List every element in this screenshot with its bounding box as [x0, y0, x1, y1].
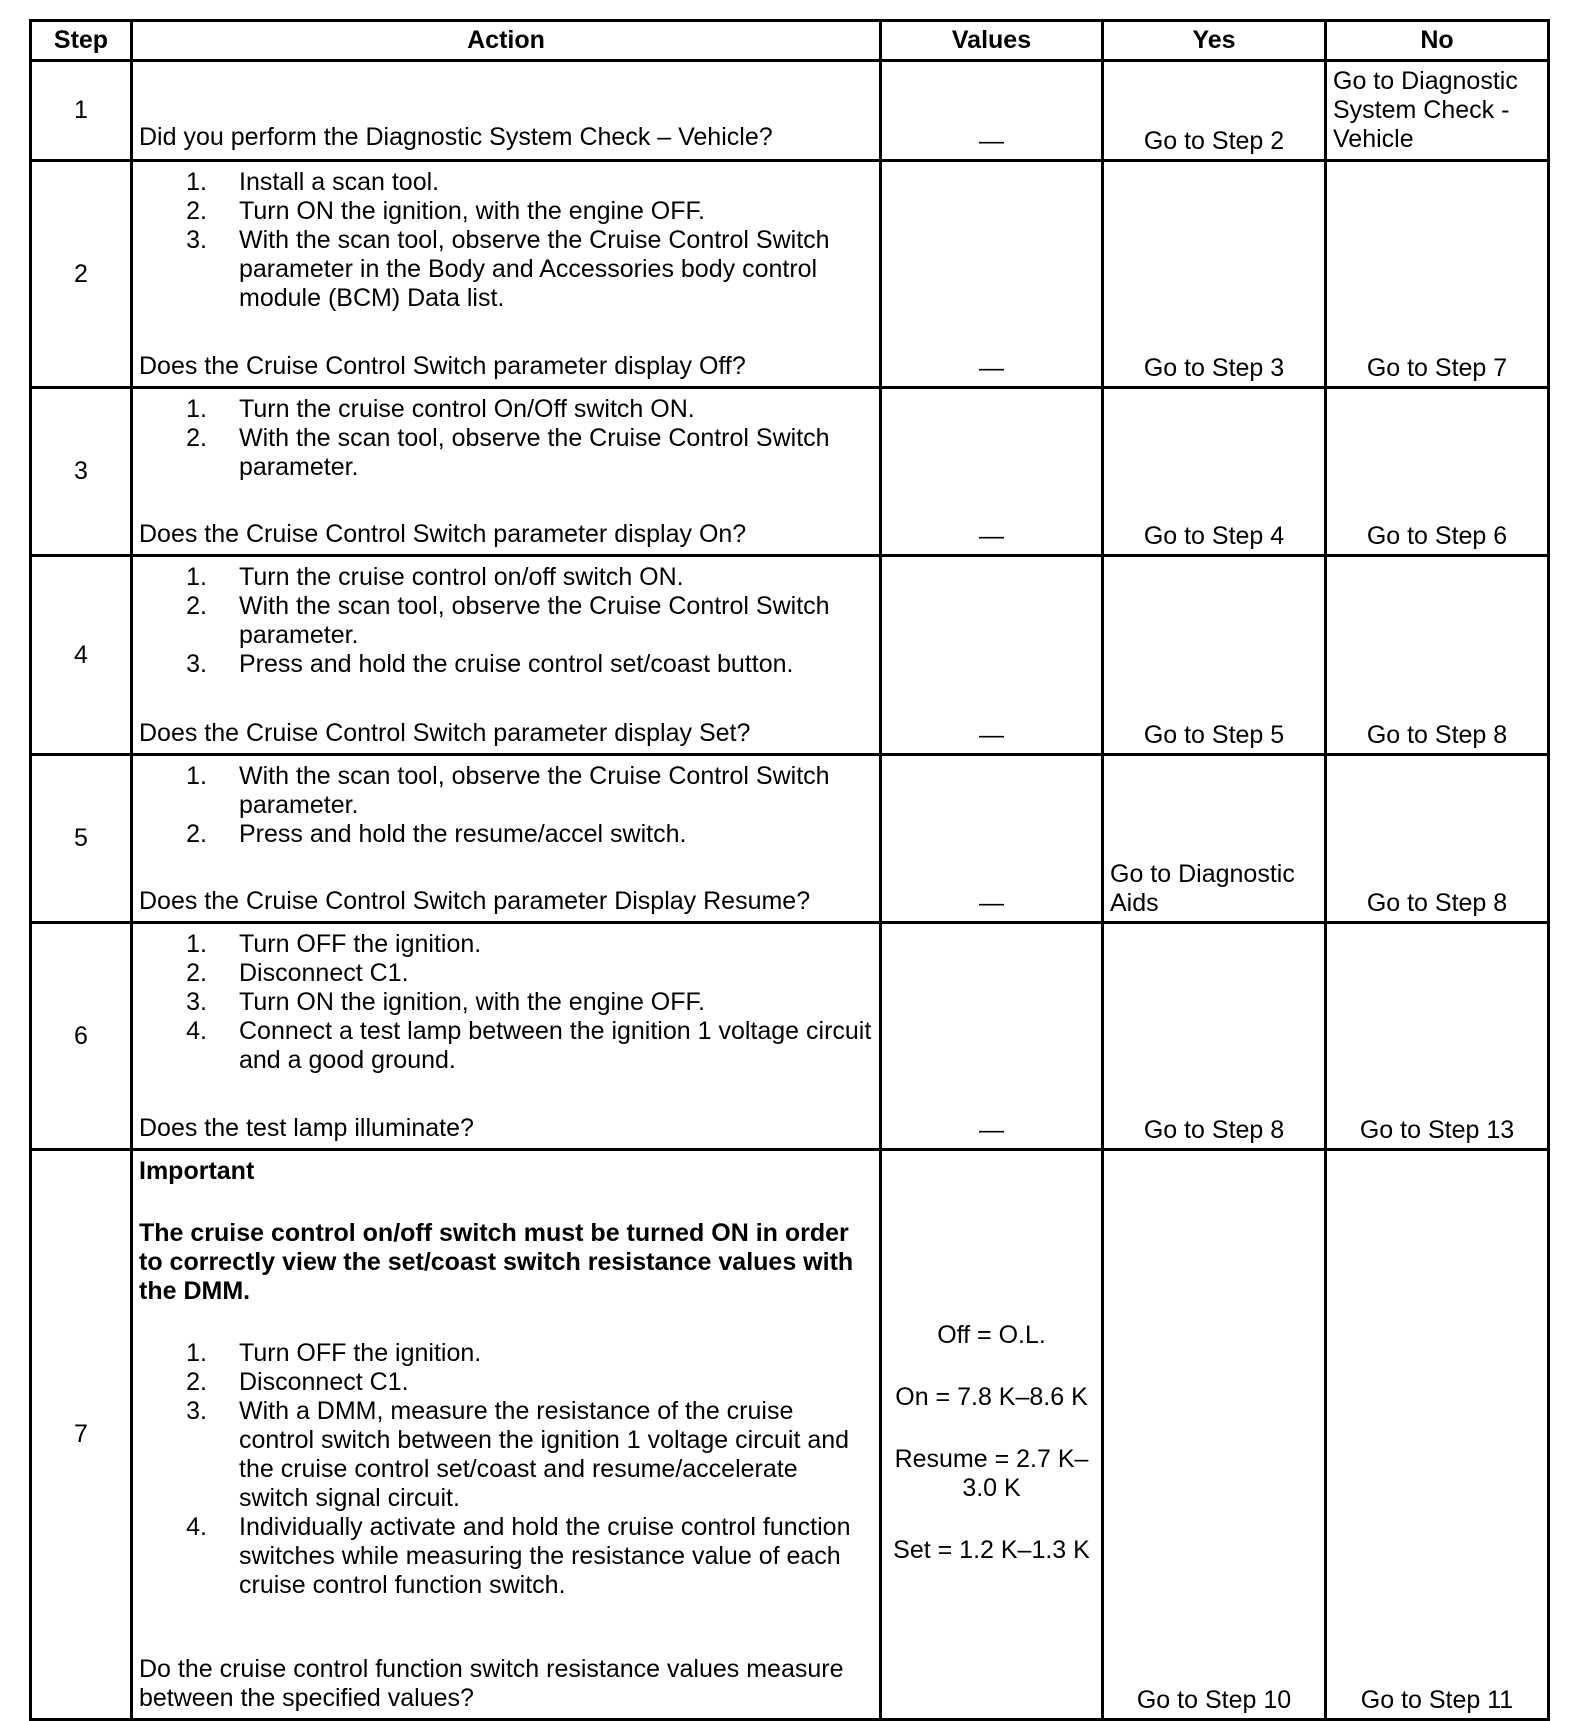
instruction-number: 1.: [186, 563, 207, 591]
values-cell: [881, 755, 1103, 923]
action-cell: [132, 1150, 881, 1720]
instruction-number: 3.: [186, 988, 207, 1016]
values-cell: [881, 556, 1103, 755]
header-row: [31, 21, 1549, 61]
table-row: [31, 755, 1549, 923]
instruction-number: 2.: [186, 959, 207, 987]
instruction-list: [139, 1339, 873, 1600]
yes-cell: Go to Diagnostic Aids: [1103, 755, 1326, 923]
instruction-list: [139, 168, 873, 313]
instruction-text: Turn ON the ignition, with the engine OFF.: [239, 197, 705, 225]
instruction-list: [139, 395, 873, 482]
action-instructions: [139, 762, 873, 849]
important-note: The cruise control on/off switch must be turned ON in order to correctly view the set/coast switch resistance values with the DMM.: [139, 1219, 854, 1305]
table-row: [31, 61, 1549, 161]
instruction-text: Turn ON the ignition, with the engine OFF.: [239, 988, 705, 1016]
yes-cell: Go to Step 4: [1103, 388, 1326, 556]
instruction-number: 2.: [186, 197, 207, 225]
spec-value: Resume = 2.7 K– 3.0 K: [894, 1445, 1089, 1502]
values-cell: [881, 1150, 1103, 1720]
table-row: [31, 161, 1549, 388]
action-cell: [132, 388, 881, 556]
instruction-text: Turn the cruise control on/off switch ON.: [239, 563, 684, 591]
values-cell: [881, 388, 1103, 556]
instruction-item: [139, 1397, 873, 1513]
instruction-text: Press and hold the resume/accel switch.: [239, 820, 687, 848]
instruction-item: [139, 1368, 873, 1397]
instruction-number: 2.: [186, 1368, 207, 1396]
action-question: Does the Cruise Control Switch parameter display On?: [139, 520, 747, 548]
table-row: [31, 388, 1549, 556]
instruction-item: [139, 820, 873, 849]
no-cell: Go to Step 8: [1326, 755, 1549, 923]
header-no: No: [1326, 21, 1549, 61]
instruction-item: [139, 930, 873, 959]
instruction-number: 4.: [186, 1017, 207, 1045]
table-row: [31, 1150, 1549, 1720]
instruction-text: Disconnect C1.: [239, 1368, 409, 1396]
yes-cell: Go to Step 8: [1103, 923, 1326, 1150]
instruction-item: [139, 168, 873, 197]
step-number: 7: [31, 1150, 132, 1720]
instruction-item: [139, 197, 873, 226]
values-cell: [881, 161, 1103, 388]
instruction-item: [139, 959, 873, 988]
instruction-item: [139, 650, 873, 679]
value-dash: —: [979, 354, 1004, 382]
instruction-number: 1.: [186, 930, 207, 958]
value-dash: —: [979, 522, 1004, 550]
value-dash: —: [979, 721, 1004, 749]
instruction-list: [139, 563, 873, 679]
value-dash: —: [979, 127, 1004, 155]
instruction-list: [139, 762, 873, 849]
action-instructions: [139, 563, 873, 679]
instruction-text: Turn the cruise control On/Off switch ON.: [239, 395, 695, 423]
instruction-item: [139, 988, 873, 1017]
no-cell: Go to Diagnostic System Check - Vehicle: [1326, 61, 1549, 161]
action-question: Does the test lamp illuminate?: [139, 1114, 474, 1142]
action-cell: [132, 923, 881, 1150]
instruction-text: Turn OFF the ignition.: [239, 930, 482, 958]
spec-value: On = 7.8 K–8.6 K: [895, 1383, 1088, 1411]
step-number: 1: [31, 61, 132, 161]
action-question: Does the Cruise Control Switch parameter display Set?: [139, 719, 751, 747]
no-cell: Go to Step 6: [1326, 388, 1549, 556]
spec-value: Set = 1.2 K–1.3 K: [893, 1536, 1090, 1564]
diagnostic-table: [29, 19, 1550, 1721]
instruction-item: [139, 1513, 873, 1600]
instruction-item: [139, 762, 873, 820]
action-question: Does the Cruise Control Switch parameter Display Resume?: [139, 887, 811, 915]
action-instructions: [139, 930, 873, 1075]
no-cell: Go to Step 7: [1326, 161, 1549, 388]
yes-cell: Go to Step 10: [1103, 1150, 1326, 1720]
instruction-item: [139, 1017, 873, 1075]
instruction-item: [139, 424, 873, 482]
instruction-number: 2.: [186, 424, 207, 452]
action-question: Did you perform the Diagnostic System Check – Vehicle?: [139, 123, 773, 151]
instruction-text: With the scan tool, observe the Cruise Control Switch parameter.: [239, 592, 830, 649]
yes-cell: Go to Step 5: [1103, 556, 1326, 755]
instruction-number: 3.: [186, 650, 207, 678]
action-cell: [132, 556, 881, 755]
header-values: Values: [881, 21, 1103, 61]
instruction-text: With the scan tool, observe the Cruise Control Switch parameter in the Body and Accessories body control module (BCM) Data list.: [239, 226, 830, 312]
instruction-text: Install a scan tool.: [239, 168, 440, 196]
instruction-number: 4.: [186, 1513, 207, 1541]
step-number: 3: [31, 388, 132, 556]
instruction-number: 1.: [186, 168, 207, 196]
no-cell: Go to Step 8: [1326, 556, 1549, 755]
step-number: 2: [31, 161, 132, 388]
instruction-text: With the scan tool, observe the Cruise Control Switch parameter.: [239, 762, 830, 819]
instruction-number: 2.: [186, 820, 207, 848]
values-cell: [881, 61, 1103, 161]
header-yes: Yes: [1103, 21, 1326, 61]
action-question: Do the cruise control function switch resistance values measure between the specified values?: [139, 1655, 844, 1712]
spec-value: Off = O.L.: [937, 1321, 1046, 1349]
action-cell: [132, 61, 881, 161]
yes-cell: Go to Step 2: [1103, 61, 1326, 161]
action-question: Does the Cruise Control Switch parameter display Off?: [139, 352, 746, 380]
step-number: 5: [31, 755, 132, 923]
instruction-number: 1.: [186, 762, 207, 790]
instruction-item: [139, 226, 873, 313]
header-action: Action: [132, 21, 881, 61]
instruction-list: [139, 930, 873, 1075]
instruction-text: With the scan tool, observe the Cruise Control Switch parameter.: [239, 424, 830, 481]
action-instructions: [139, 1157, 873, 1600]
values-cell: [881, 923, 1103, 1150]
instruction-text: With a DMM, measure the resistance of the cruise control switch between the ignition 1 voltage circuit and the cruise control set/coast and resume/accelerate switch signal circuit.: [239, 1397, 850, 1512]
step-number: 6: [31, 923, 132, 1150]
no-cell: Go to Step 11: [1326, 1150, 1549, 1720]
instruction-text: Connect a test lamp between the ignition 1 voltage circuit and a good ground.: [239, 1017, 872, 1074]
yes-cell: Go to Step 3: [1103, 161, 1326, 388]
instruction-item: [139, 1339, 873, 1368]
action-cell: [132, 161, 881, 388]
instruction-item: [139, 563, 873, 592]
action-instructions: [139, 395, 873, 482]
important-title: Important: [139, 1157, 255, 1185]
instruction-item: [139, 592, 873, 650]
value-dash: —: [979, 889, 1004, 917]
instruction-text: Turn OFF the ignition.: [239, 1339, 482, 1367]
instruction-number: 3.: [186, 1397, 207, 1425]
no-cell: Go to Step 13: [1326, 923, 1549, 1150]
instruction-text: Individually activate and hold the cruise control function switches while measuring the resistance value of each cruise control function switch.: [239, 1513, 851, 1599]
step-number: 4: [31, 556, 132, 755]
table-row: [31, 923, 1549, 1150]
action-instructions: [139, 168, 873, 313]
table-row: [31, 556, 1549, 755]
header-step: Step: [31, 21, 132, 61]
instruction-number: 1.: [186, 395, 207, 423]
instruction-number: 2.: [186, 592, 207, 620]
instruction-text: Disconnect C1.: [239, 959, 409, 987]
instruction-number: 1.: [186, 1339, 207, 1367]
instruction-number: 3.: [186, 226, 207, 254]
action-cell: [132, 755, 881, 923]
value-dash: —: [979, 1116, 1004, 1144]
instruction-item: [139, 395, 873, 424]
instruction-text: Press and hold the cruise control set/coast button.: [239, 650, 794, 678]
